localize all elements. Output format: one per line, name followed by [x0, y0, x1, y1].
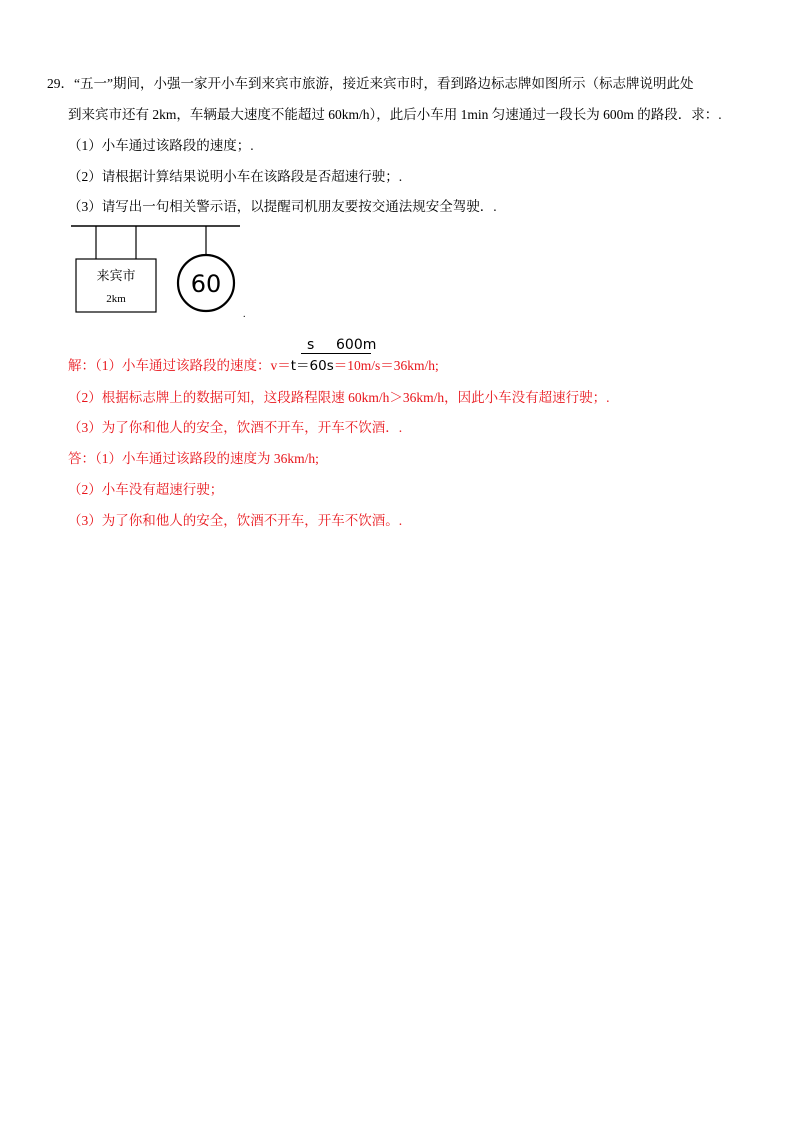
answer-line-3: （3）为了你和他人的安全，饮酒不开车，开车不饮酒。.: [68, 513, 403, 528]
answer-line-2: （2）小车没有超速行驶；: [68, 482, 224, 497]
fraction-denominator-60s: 60s: [309, 358, 334, 374]
figure-trailing-dot: .: [243, 309, 246, 320]
solution-line-1-prefix: 解：（1）小车通过该路段的速度：v＝: [68, 358, 291, 373]
question-sub-3: （3）请写出一句相关警示语，以提醒司机朋友要按交通法规安全驾驶．.: [68, 199, 497, 214]
solution-line-3: （3）为了你和他人的安全，饮酒不开车，开车不饮酒．.: [68, 420, 403, 435]
solution-line-2: （2）根据标志牌上的数据可知，这段路程限速 60km/h＞36km/h，因此小车没有超速行驶；.: [68, 390, 610, 405]
question-sub-2: （2）请根据计算结果说明小车在该路段是否超速行驶；.: [68, 169, 403, 184]
city-sign-name: 来宾市: [96, 269, 136, 284]
road-sign-figure: [70, 222, 250, 322]
question-line-2: 到来宾市还有 2km，车辆最大速度不能超过 60km/h），此后小车用 1min 匀速通过一段长为 600m 的路段．求：.: [68, 107, 722, 122]
question-sub-1: （1）小车通过该路段的速度；.: [68, 138, 254, 153]
fraction-equals: ＝: [296, 358, 310, 374]
solution-line-1-suffix: ＝10m/s＝36km/h;: [333, 358, 439, 373]
city-sign-distance: 2km: [106, 293, 126, 305]
question-line-1: 29．“五一”期间，小强一家开小车到来宾市旅游，接近来宾市时，看到路边标志牌如图所示（标志牌说明此处: [47, 76, 694, 91]
fraction-denominator-t: t: [290, 358, 297, 374]
fraction-bar: [301, 353, 371, 354]
fraction-numerator-600m: 600m: [336, 337, 377, 353]
answer-line-1: 答：（1）小车通过该路段的速度为 36km/h;: [68, 451, 319, 466]
speed-limit-value: 60: [190, 270, 222, 298]
solution-line-1: [68, 357, 439, 375]
fraction-numerator-s: s: [307, 337, 315, 353]
